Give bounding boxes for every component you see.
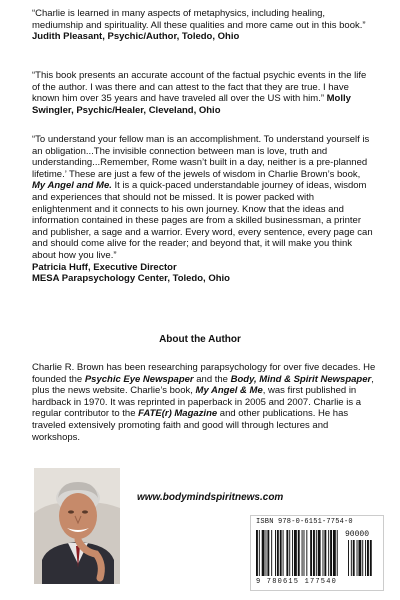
barcode-bar: [256, 530, 258, 576]
barcode-addon-bar: [351, 540, 352, 576]
publication-my-angel: My Angel & Me: [195, 385, 263, 397]
barcode-bar: [277, 530, 279, 576]
about-author-text: Charlie R. Brown has been researching parapsychology for over five decades. He founded the Psychic Eye Newspaper and the Body, Mind & Spirit Newspaper, plus the news website. Charlie’s book, My Angel & Me, was first published in hardback in 1970. It was reprinted in paperback in 2005 and 2007. Charlie is a regular contributor to the FATE(r) Magazine and other publications. He has traveled extensively promoting faith and good will through lectures and workshops.: [32, 362, 376, 443]
barcode-bar: [266, 530, 267, 576]
barcode-bar: [333, 530, 336, 576]
isbn-label: ISBN 978-0-6151-7754-0: [256, 518, 353, 526]
price-code: 90000: [345, 530, 370, 539]
barcode-bar: [259, 530, 260, 576]
barcode-bar: [337, 530, 338, 576]
barcode-bar: [302, 530, 303, 576]
barcode-addon-bar: [353, 540, 355, 576]
barcode-addon-bar: [348, 540, 349, 576]
attribution-pleasant: Judith Pleasant, Psychic/Author, Toledo, Ohio: [32, 31, 240, 43]
barcode-bar: [316, 530, 317, 576]
barcode-bar: [298, 530, 300, 576]
barcode-addon-bar: [370, 540, 372, 576]
quote-swingler: “This book presents an accurate account of the factual psychic events in the life of the author. I was there and can attest to the fact that they are true. I have known him over 35 years and have traveled all over the US with him.” Molly Swingler, Psychic/Healer, Cleveland, Ohio: [32, 70, 367, 116]
barcode-bar: [271, 530, 272, 576]
barcode-bar: [330, 530, 332, 576]
barcode-bar: [323, 530, 324, 576]
barcode-bar: [324, 530, 326, 576]
book-title: My Angel and Me.: [32, 180, 112, 192]
author-photo: [34, 468, 120, 584]
attribution-swingler: Molly Swingler, Psychic/Healer, Cleveland, Ohio: [32, 93, 351, 116]
barcode-bar: [267, 530, 269, 576]
quote-pleasant: “Charlie is learned in many aspects of metaphysics, including healing, mediumship and spirituality. All these qualities and more came out in this book.” Judith Pleasant, Psychic/Author, Toledo, Ohio: [32, 8, 366, 43]
about-heading: About the Author: [159, 334, 241, 345]
publication-psychic-eye: Psychic Eye Newspaper: [84, 373, 194, 385]
barcode-bar: [294, 530, 297, 576]
barcode-bar: [292, 530, 293, 576]
barcode-addon-bar: [362, 540, 363, 576]
quote-huff: “To understand your fellow man is an accomplishment. To understand yourself is an obligation...The invisible connection between man is love, truth and understanding...Remember, Rome wasn’t built in a day, neither is a pre-planned lifetime.’ These are just a few of the jewels of wisdom in Charlie Brown’s book, My Angel and Me. It is a quick-paced understandable journey of ideas, wisdom and experiences that should not be missed. It is power packed with enlightenment and it connects to his own journey. Know that the ideas and information contained in these pages are from a skilled businessman, a printer and publisher, a sage and a warrior. Every word, every sentence, every page can and should come alive for the reader; and beyond that, it will make you think about how you live.” Patricia Huff, Executive Director MESA Parapsychology Center, Toledo, Ohio: [32, 134, 373, 285]
barcode-bar: [280, 530, 282, 576]
barcode-bar: [306, 530, 307, 576]
barcode-addon-bar: [358, 540, 361, 576]
barcode-bar: [262, 530, 265, 576]
barcode-digits: 9 780615 177540: [256, 578, 338, 586]
barcode-icon: [256, 530, 376, 578]
barcode-addon-bar: [367, 540, 369, 576]
author-portrait-icon: [34, 468, 120, 584]
barcode-bar: [328, 530, 329, 576]
barcode-bar: [313, 530, 315, 576]
publication-fate: FATE(r) Magazine: [138, 408, 218, 420]
attribution-huff-org: MESA Parapsychology Center, Toledo, Ohio: [32, 273, 230, 285]
barcode-bar: [318, 530, 321, 576]
barcode-addon-bar: [365, 540, 366, 576]
barcode-bar: [286, 530, 288, 576]
barcode-addon-bar: [357, 540, 358, 576]
barcode-bar: [283, 530, 284, 576]
barcode-bar: [304, 530, 305, 576]
publication-body-mind-spirit: Body, Mind & Spirit Newspaper: [230, 373, 372, 385]
website-url: www.bodymindspiritnews.com: [137, 492, 284, 503]
barcode-bar: [310, 530, 312, 576]
barcode-bar: [275, 530, 276, 576]
attribution-huff-name: Patricia Huff, Executive Director: [32, 261, 177, 273]
barcode-bar: [289, 530, 290, 576]
